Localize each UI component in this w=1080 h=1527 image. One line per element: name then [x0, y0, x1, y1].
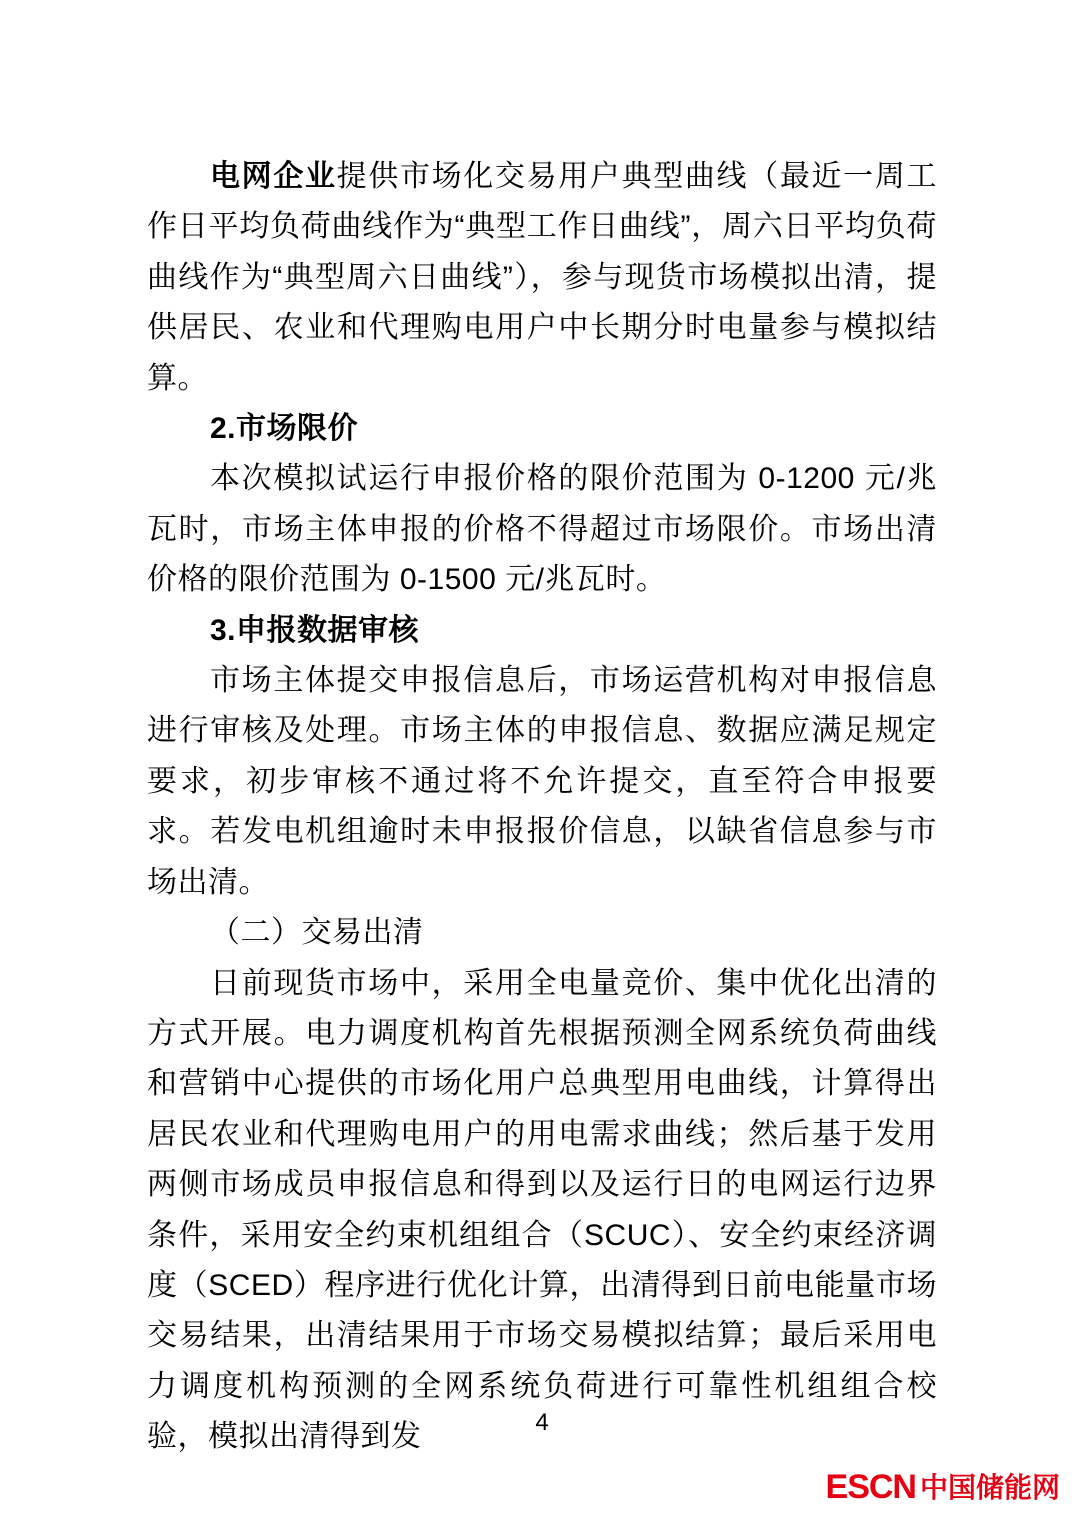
section-heading-market-price-limit: 2.市场限价	[210, 412, 359, 446]
paragraph-lead-bold: 电网企业	[210, 160, 337, 193]
paragraph-text: 提供市场化交易用户典型曲线（最近一周工作日平均负荷曲线作为“典型工作日曲线”，周六日平均负荷曲线作为“典型周六日曲线”），参与现货市场模拟出清，提供居民、农业和代理购电用户中长期分时电量参与模拟结算。	[147, 160, 938, 395]
body-paragraph-grid-company	[147, 152, 937, 404]
escn-logo-chinese: 中国储能网	[919, 1472, 1060, 1503]
subsection-heading-trade-clearing: （二）交易出清	[210, 916, 424, 950]
section-heading-declaration-data-review: 3.申报数据审核	[210, 613, 420, 647]
body-paragraph-trade-clearing: 日前现货市场中，采用全电量竞价、集中优化出清的方式开展。电力调度机构首先根据预测全网系统负荷曲线和营销中心提供的市场化用户总典型用电曲线，计算得出居民农业和代理购电用户的用电需求曲线；然后基于发用两侧市场成员申报信息和得到以及运行日的电网运行边界条件，采用安全约束机组组合（SCUC）、安全约束经济调度（SCED）程序进行优化计算，出清得到日前电能量市场交易结果，出清结果用于市场交易模拟结算；最后采用电力调度机构预测的全网系统负荷进行可靠性机组组合校验，模拟出清得到发	[147, 966, 937, 1454]
document-body	[147, 152, 937, 1463]
escn-logo-latin: ESCN	[825, 1468, 916, 1506]
escn-logo	[825, 1468, 1060, 1506]
body-paragraph-price-limit: 本次模拟试运行申报价格的限价范围为 0-1200 元/兆瓦时，市场主体申报的价格不得超过市场限价。市场出清价格的限价范围为 0-1500 元/兆瓦时。	[147, 462, 937, 597]
page-number: 4	[535, 1409, 549, 1436]
body-paragraph-declaration-review: 市场主体提交申报信息后，市场运营机构对申报信息进行审核及处理。市场主体的申报信息、数据应满足规定要求，初步审核不通过将不允许提交，直至符合申报要求。若发电机组逾时未申报报价信息，以缺省信息参与市场出清。	[147, 664, 937, 899]
